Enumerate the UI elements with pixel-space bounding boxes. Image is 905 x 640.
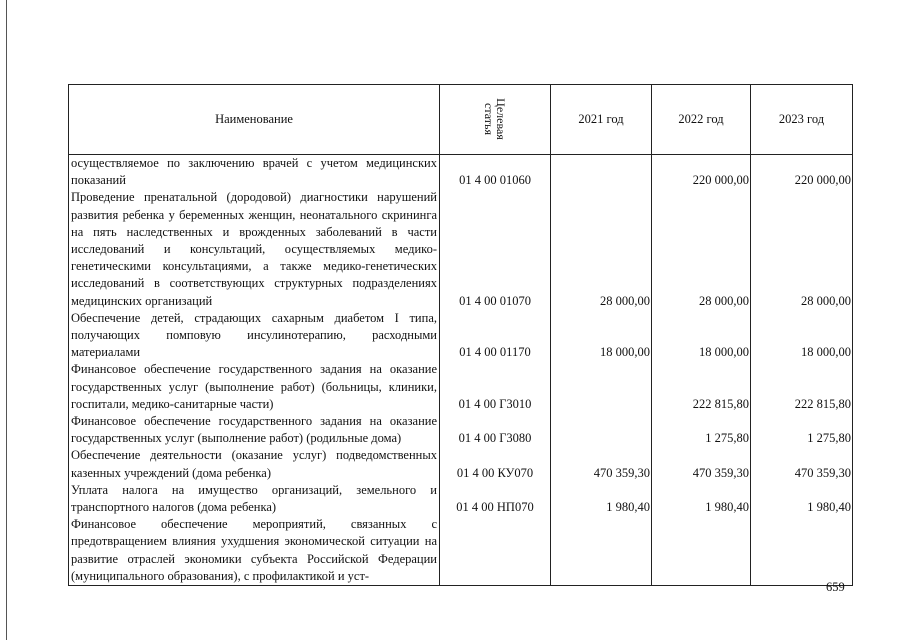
row-2023: 222 815,80: [751, 361, 853, 413]
row-2021: [551, 361, 652, 413]
table-row: [69, 482, 853, 516]
page-number: 659: [826, 580, 845, 594]
row-code: 01 4 00 01060: [440, 155, 551, 190]
header-code-label: Целевая статья: [482, 97, 508, 140]
table-row: [69, 189, 853, 309]
row-2023: 1 980,40: [751, 482, 853, 516]
row-2021: 470 359,30: [551, 447, 652, 481]
table-header-row: [69, 85, 853, 155]
row-2021: 18 000,00: [551, 310, 652, 362]
table-row: [69, 361, 853, 413]
row-2023: 220 000,00: [751, 155, 853, 190]
header-2023: 2023 год: [751, 85, 853, 155]
row-code: [440, 516, 551, 585]
row-name: Финансовое обеспечение мероприятий, связанных с предотвращением влияния ухудшения экономической ситуации на развитие отраслей экономики субъекта Российской Федерации (муниципального образования), с профилактикой и уст-: [69, 516, 440, 585]
row-code: 01 4 00 КУ070: [440, 447, 551, 481]
budget-table: [68, 84, 853, 586]
header-2021: 2021 год: [551, 85, 652, 155]
row-name: Финансовое обеспечение государственного задания на оказание государственных услуг (выполнение работ) (больницы, клиники, госпитали, медико-санитарные части): [69, 361, 440, 413]
row-2022: 222 815,80: [652, 361, 751, 413]
row-2022: 18 000,00: [652, 310, 751, 362]
row-2023: 1 275,80: [751, 413, 853, 447]
row-2021: 1 980,40: [551, 482, 652, 516]
row-2022: 220 000,00: [652, 155, 751, 190]
row-2022: 28 000,00: [652, 189, 751, 309]
row-code: 01 4 00 НП070: [440, 482, 551, 516]
table-row: [69, 413, 853, 447]
row-name: Обеспечение деятельности (оказание услуг) подведомственных казенных учреждений (дома ребенка): [69, 447, 440, 481]
row-name: Финансовое обеспечение государственного задания на оказание государственных услуг (выполнение работ) (родильные дома): [69, 413, 440, 447]
row-2022: [652, 516, 751, 585]
row-name: Уплата налога на имущество организаций, земельного и транспортного налогов (дома ребенка): [69, 482, 440, 516]
row-2022: 1 980,40: [652, 482, 751, 516]
header-2022: 2022 год: [652, 85, 751, 155]
row-2021: [551, 516, 652, 585]
page-edge-rule: [6, 0, 7, 640]
row-2022: 470 359,30: [652, 447, 751, 481]
row-2021: [551, 413, 652, 447]
row-2023: 28 000,00: [751, 189, 853, 309]
row-name: Проведение пренатальной (дородовой) диагностики нарушений развития ребенка у беременных женщин, неонатального скрининга на пять наследственных и врожденных заболеваний в части исследований и консультаций, осуществляемых медико-генетическими консультациями, а также медико-генетических исследований в соответствующих структурных подразделениях медицинских организаций: [69, 189, 440, 309]
header-code: [440, 85, 551, 155]
row-name: осуществляемое по заключению врачей с учетом медицинских показаний: [69, 155, 440, 190]
row-code: 01 4 00 01170: [440, 310, 551, 362]
row-2021: [551, 155, 652, 190]
row-2023: 470 359,30: [751, 447, 853, 481]
row-name: Обеспечение детей, страдающих сахарным диабетом I типа, получающих помповую инсулинотерапию, расходными материалами: [69, 310, 440, 362]
row-2021: 28 000,00: [551, 189, 652, 309]
row-code: 01 4 00 01070: [440, 189, 551, 309]
table-row: [69, 155, 853, 190]
table-row: [69, 447, 853, 481]
row-code: 01 4 00 Г3080: [440, 413, 551, 447]
table-row: [69, 516, 853, 585]
table-row: [69, 310, 853, 362]
row-2023: [751, 516, 853, 585]
row-2023: 18 000,00: [751, 310, 853, 362]
row-2022: 1 275,80: [652, 413, 751, 447]
header-name: Наименование: [69, 85, 440, 155]
row-code: 01 4 00 Г3010: [440, 361, 551, 413]
